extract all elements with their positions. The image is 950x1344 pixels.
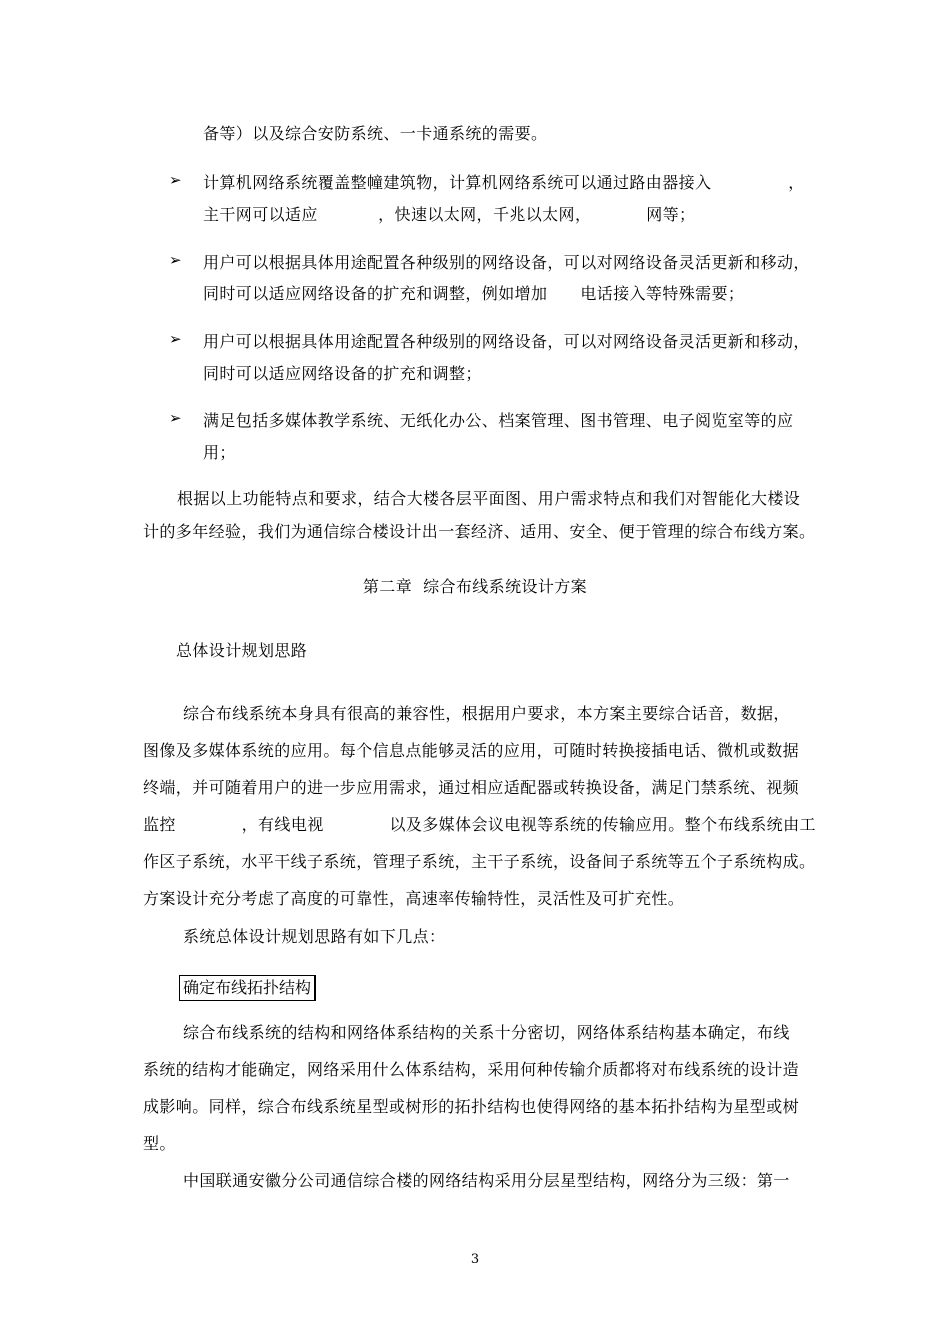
para1-line-5: 作区子系统，水平干线子系统，管理子系统，主干子系统，设备间子系统等五个子系统构成。	[143, 852, 816, 871]
para4: 中国联通安徽分公司通信综合楼的网络结构采用分层星型结构，网络分为三级：第一	[183, 1171, 790, 1190]
chapter-title: 第二章 综合布线系统设计方案	[362, 577, 588, 596]
para1-line-2: 图像及多媒体系统的应用。每个信息点能够灵活的应用，可随时转换接插电话、微机或数据	[143, 741, 800, 760]
top-fragment: 备等）以及综合安防系统、一卡通系统的需要。	[203, 124, 548, 143]
boxed-heading: 确定布线拓扑结构	[179, 975, 316, 1001]
section-title: 总体设计规划思路	[176, 641, 308, 660]
bullet-3-line-2: 同时可以适应网络设备的扩充和调整；	[203, 364, 482, 383]
para1-line-3: 终端，并可随着用户的进一步应用需求，通过相应适配器或转换设备，满足门禁系统、视频	[143, 778, 800, 797]
para3-line-1: 综合布线系统的结构和网络体系结构的关系十分密切，网络体系结构基本确定，布线	[183, 1023, 790, 1042]
bullet-2-line-1: 用户可以根据具体用途配置各种级别的网络设备，可以对网络设备灵活更新和移动，	[203, 253, 810, 272]
bullet-4-line-2: 用；	[203, 443, 236, 462]
bullet-arrow-icon: ➢	[169, 171, 182, 189]
para1-line-1: 综合布线系统本身具有很高的兼容性，根据用户要求，本方案主要综合话音，数据，	[183, 704, 790, 723]
page-number: 3	[470, 1252, 480, 1267]
para3-line-4: 型。	[143, 1134, 176, 1153]
summary-line-1: 根据以上功能特点和要求，结合大楼各层平面图、用户需求特点和我们对智能化大楼设	[177, 489, 801, 508]
para3-line-2: 系统的结构才能确定，网络采用什么体系结构，采用何种传输介质都将对布线系统的设计造	[143, 1060, 800, 1079]
bullet-3-line-1: 用户可以根据具体用途配置各种级别的网络设备，可以对网络设备灵活更新和移动，	[203, 332, 810, 351]
para1-line-4: 监控 ，有线电视 以及多媒体会议电视等系统的传输应用。整个布线系统由工	[143, 815, 816, 834]
summary-line-2: 计的多年经验，我们为通信综合楼设计出一套经济、适用、安全、便于管理的综合布线方案。	[143, 522, 816, 541]
bullet-arrow-icon: ➢	[169, 409, 182, 427]
bullet-arrow-icon: ➢	[169, 330, 182, 348]
bullet-arrow-icon: ➢	[169, 251, 182, 269]
bullet-1-line-2: 主干网可以适应 ，快速以太网，千兆以太网， 网等；	[203, 205, 696, 224]
para3-line-3: 成影响。同样，综合布线系统星型或树形的拓扑结构也使得网络的基本拓扑结构为星型或树	[143, 1097, 800, 1116]
bullet-1-line-1: 计算机网络系统覆盖整幢建筑物，计算机网络系统可以通过路由器接入 ，	[203, 173, 805, 192]
bullet-4-line-1: 满足包括多媒体教学系统、无纸化办公、档案管理、图书管理、电子阅览室等的应	[203, 411, 794, 430]
bullet-2-line-2: 同时可以适应网络设备的扩充和调整，例如增加 电话接入等特殊需要；	[203, 284, 745, 303]
para1-line-6: 方案设计充分考虑了高度的可靠性，高速率传输特性，灵活性及可扩充性。	[143, 889, 685, 908]
para2: 系统总体设计规划思路有如下几点：	[183, 927, 446, 946]
